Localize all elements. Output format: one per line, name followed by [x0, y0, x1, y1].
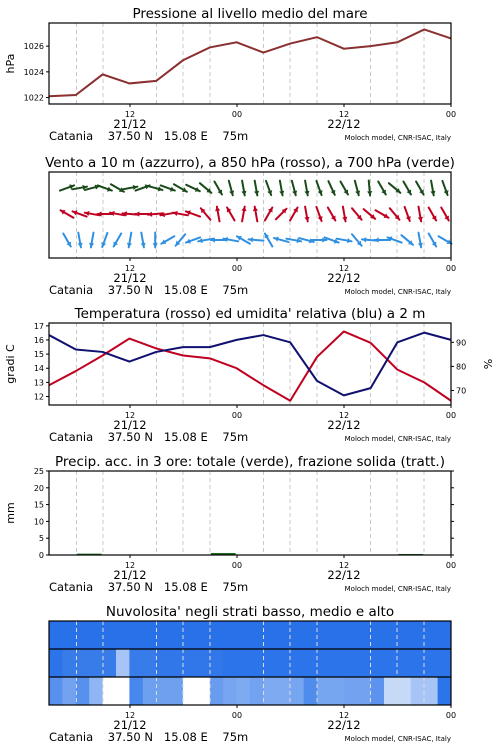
- cloud-cell: [223, 621, 237, 650]
- cloud-cell: [438, 649, 452, 678]
- date-label: 21/12: [113, 718, 147, 732]
- y-tick-label: 70: [456, 386, 467, 396]
- x-tick-label: 00: [231, 561, 243, 570]
- x-tick-label: 00: [231, 264, 243, 273]
- y-tick-label: 25: [33, 467, 44, 476]
- pressure-chart: [4, 6, 456, 143]
- date-label: 22/12: [327, 271, 361, 285]
- cloud-cell: [76, 621, 90, 650]
- date-label: 22/12: [327, 718, 361, 732]
- cloud-cell: [156, 621, 170, 650]
- cloud-cell: [371, 621, 385, 650]
- wind-chart: [45, 155, 456, 297]
- y-axis-label-right: %: [482, 358, 495, 370]
- pressure-point: [236, 42, 237, 43]
- cloud-cell: [89, 649, 103, 678]
- cloud-cell: [263, 649, 277, 678]
- cloud-cell: [196, 677, 210, 706]
- cloud-cell: [129, 621, 143, 650]
- cloud-cell: [397, 621, 411, 650]
- date-label: 21/12: [113, 568, 147, 582]
- cloud-cell: [357, 621, 371, 650]
- pressure-point: [129, 83, 130, 84]
- date-label: 22/12: [327, 418, 361, 432]
- chart-title: Precip. acc. in 3 ore: totale (verde), frazione solida (tratt.): [55, 454, 445, 470]
- x-tick-label: 00: [231, 411, 243, 420]
- cloud-cell: [397, 677, 411, 706]
- chart-title: Pressione al livello medio del mare: [132, 6, 368, 22]
- pressure-point: [75, 94, 76, 95]
- cloud-cell: [304, 677, 318, 706]
- x-tick-label: 12: [338, 411, 350, 420]
- x-tick-label: 12: [338, 711, 350, 720]
- cloud-cell: [424, 677, 438, 706]
- y-tick-label: 90: [456, 338, 467, 348]
- cloud-cell: [210, 649, 224, 678]
- cloud-cell: [210, 677, 224, 706]
- cloud-cell: [317, 621, 331, 650]
- cloud-cell: [237, 649, 251, 678]
- pressure-point: [209, 47, 210, 48]
- location-label: Catania 37.50 N 15.08 E 75m: [49, 430, 249, 444]
- y-tick-label: 10: [33, 517, 44, 527]
- cloud-cell: [344, 621, 358, 650]
- cloud-cell: [250, 621, 264, 650]
- date-label: 21/12: [113, 418, 147, 432]
- date-label: 21/12: [113, 117, 147, 131]
- y-tick-label: 1026: [23, 42, 44, 52]
- cloud-cell: [183, 677, 197, 706]
- cloud-cell: [170, 677, 184, 706]
- cloud-cell: [330, 677, 344, 706]
- x-tick-label: 12: [338, 561, 350, 570]
- cloud-cell: [129, 649, 143, 678]
- model-credit: Moloch model, CNR-ISAC, Italy: [344, 735, 451, 743]
- y-tick-label: 17: [33, 321, 44, 331]
- x-tick-label: 12: [124, 110, 136, 119]
- cloud-cell: [183, 621, 197, 650]
- y-axis-label: mm: [4, 502, 17, 524]
- cloud-cell: [304, 621, 318, 650]
- cloud-cell: [223, 649, 237, 678]
- cloud-cell: [277, 649, 291, 678]
- cloud-cell: [116, 677, 130, 706]
- model-credit: Moloch model, CNR-ISAC, Italy: [344, 288, 451, 296]
- cloud-cell: [263, 621, 277, 650]
- y-tick-label: 80: [456, 362, 467, 372]
- cloud-cell: [49, 621, 63, 650]
- cloud-cell: [330, 621, 344, 650]
- cloud-cover-chart: [49, 604, 456, 744]
- date-label: 22/12: [327, 568, 361, 582]
- y-tick-label: 13: [33, 378, 44, 388]
- cloud-cell: [384, 649, 398, 678]
- x-tick-label: 12: [124, 264, 136, 273]
- cloud-cell: [384, 677, 398, 706]
- pressure-point: [263, 52, 264, 53]
- location-label: Catania 37.50 N 15.08 E 75m: [49, 283, 249, 297]
- cloud-cell: [277, 677, 291, 706]
- cloud-cell: [170, 621, 184, 650]
- cloud-cell: [49, 677, 63, 706]
- cloud-cell: [49, 649, 63, 678]
- cloud-cell: [290, 677, 304, 706]
- chart-title: Vento a 10 m (azzurro), a 850 hPa (rosso), a 700 hPa (verde): [45, 155, 455, 171]
- x-tick-label: 00: [445, 711, 457, 720]
- y-axis-label: gradi C: [4, 344, 17, 384]
- pressure-point: [102, 74, 103, 75]
- pressure-point: [290, 43, 291, 44]
- cloud-cell: [170, 649, 184, 678]
- x-tick-label: 00: [231, 110, 243, 119]
- cloud-cell: [344, 677, 358, 706]
- cloud-cell: [89, 677, 103, 706]
- chart-title: Nuvolosita' negli strati basso, medio e alto: [105, 604, 395, 620]
- y-axis-label: hPa: [4, 53, 17, 74]
- y-tick-label: 1022: [23, 93, 44, 103]
- x-tick-label: 00: [445, 110, 457, 119]
- cloud-cell: [103, 649, 117, 678]
- cloud-cell: [424, 649, 438, 678]
- cloud-cell: [371, 677, 385, 706]
- plot-area: [49, 471, 451, 555]
- y-tick-label: 15: [33, 500, 44, 510]
- cloud-cell: [357, 677, 371, 706]
- x-tick-label: 00: [445, 561, 457, 570]
- cloud-cell: [143, 621, 157, 650]
- cloud-cell: [156, 649, 170, 678]
- cloud-cell: [384, 621, 398, 650]
- cloud-cell: [250, 677, 264, 706]
- cloud-cell: [223, 677, 237, 706]
- location-label: Catania 37.50 N 15.08 E 75m: [49, 580, 249, 594]
- y-tick-label: 1024: [23, 67, 44, 77]
- cloud-cell: [424, 621, 438, 650]
- cloud-cell: [62, 677, 76, 706]
- x-tick-label: 12: [338, 110, 350, 119]
- cloud-cell: [397, 649, 411, 678]
- x-tick-label: 00: [445, 264, 457, 273]
- cloud-cell: [129, 677, 143, 706]
- cloud-cell: [103, 621, 117, 650]
- pressure-point: [182, 60, 183, 61]
- cloud-cell: [438, 621, 452, 650]
- cloud-cell: [304, 649, 318, 678]
- y-tick-label: 12: [33, 392, 44, 402]
- cloud-cell: [210, 621, 224, 650]
- cloud-cell: [290, 649, 304, 678]
- location-label: Catania 37.50 N 15.08 E 75m: [49, 129, 249, 143]
- temperature-humidity-chart: [4, 306, 495, 444]
- pressure-point: [424, 29, 425, 30]
- cloud-cell: [196, 649, 210, 678]
- chart-title: Temperatura (rosso) ed umidita' relativa (blu) a 2 m: [74, 306, 426, 322]
- x-tick-label: 12: [338, 264, 350, 273]
- location-label: Catania 37.50 N 15.08 E 75m: [49, 730, 249, 744]
- cloud-cell: [116, 621, 130, 650]
- cloud-cell: [62, 621, 76, 650]
- cloud-cell: [76, 677, 90, 706]
- cloud-cell: [183, 649, 197, 678]
- date-label: 21/12: [113, 271, 147, 285]
- cloud-cell: [62, 649, 76, 678]
- cloud-cell: [277, 621, 291, 650]
- cloud-cell: [76, 649, 90, 678]
- cloud-cell: [156, 677, 170, 706]
- precipitation-chart: [4, 454, 456, 594]
- x-tick-label: 12: [124, 411, 136, 420]
- cloud-cell: [263, 677, 277, 706]
- cloud-cell: [237, 677, 251, 706]
- cloud-cell: [330, 649, 344, 678]
- cloud-cell: [196, 621, 210, 650]
- cloud-cell: [116, 649, 130, 678]
- model-credit: Moloch model, CNR-ISAC, Italy: [344, 585, 451, 593]
- cloud-cell: [317, 677, 331, 706]
- y-tick-label: 5: [38, 534, 44, 544]
- pressure-point: [397, 42, 398, 43]
- x-tick-label: 12: [124, 711, 136, 720]
- cloud-cell: [357, 649, 371, 678]
- plot-area: [49, 23, 451, 104]
- cloud-cell: [411, 621, 425, 650]
- pressure-point: [316, 37, 317, 38]
- model-credit: Moloch model, CNR-ISAC, Italy: [344, 134, 451, 142]
- cloud-cell: [143, 649, 157, 678]
- cloud-cell: [89, 621, 103, 650]
- y-tick-label: 16: [33, 335, 44, 345]
- pressure-point: [343, 48, 344, 49]
- cloud-cell: [344, 649, 358, 678]
- x-tick-label: 00: [231, 711, 243, 720]
- cloud-cell: [411, 677, 425, 706]
- y-tick-label: 0: [38, 551, 44, 560]
- cloud-cell: [250, 649, 264, 678]
- cloud-cell: [103, 677, 117, 706]
- cloud-cell: [317, 649, 331, 678]
- x-tick-label: 12: [124, 561, 136, 570]
- pressure-point: [370, 46, 371, 47]
- y-tick-label: 15: [33, 350, 44, 360]
- pressure-point: [156, 80, 157, 81]
- cloud-cell: [237, 621, 251, 650]
- cloud-cell: [371, 649, 385, 678]
- date-label: 22/12: [327, 117, 361, 131]
- cloud-cell: [290, 621, 304, 650]
- y-tick-label: 20: [33, 483, 44, 493]
- x-tick-label: 00: [445, 411, 457, 420]
- cloud-cell: [411, 649, 425, 678]
- model-credit: Moloch model, CNR-ISAC, Italy: [344, 435, 451, 443]
- cloud-cell: [438, 677, 452, 706]
- cloud-cell: [143, 677, 157, 706]
- y-tick-label: 14: [33, 364, 44, 374]
